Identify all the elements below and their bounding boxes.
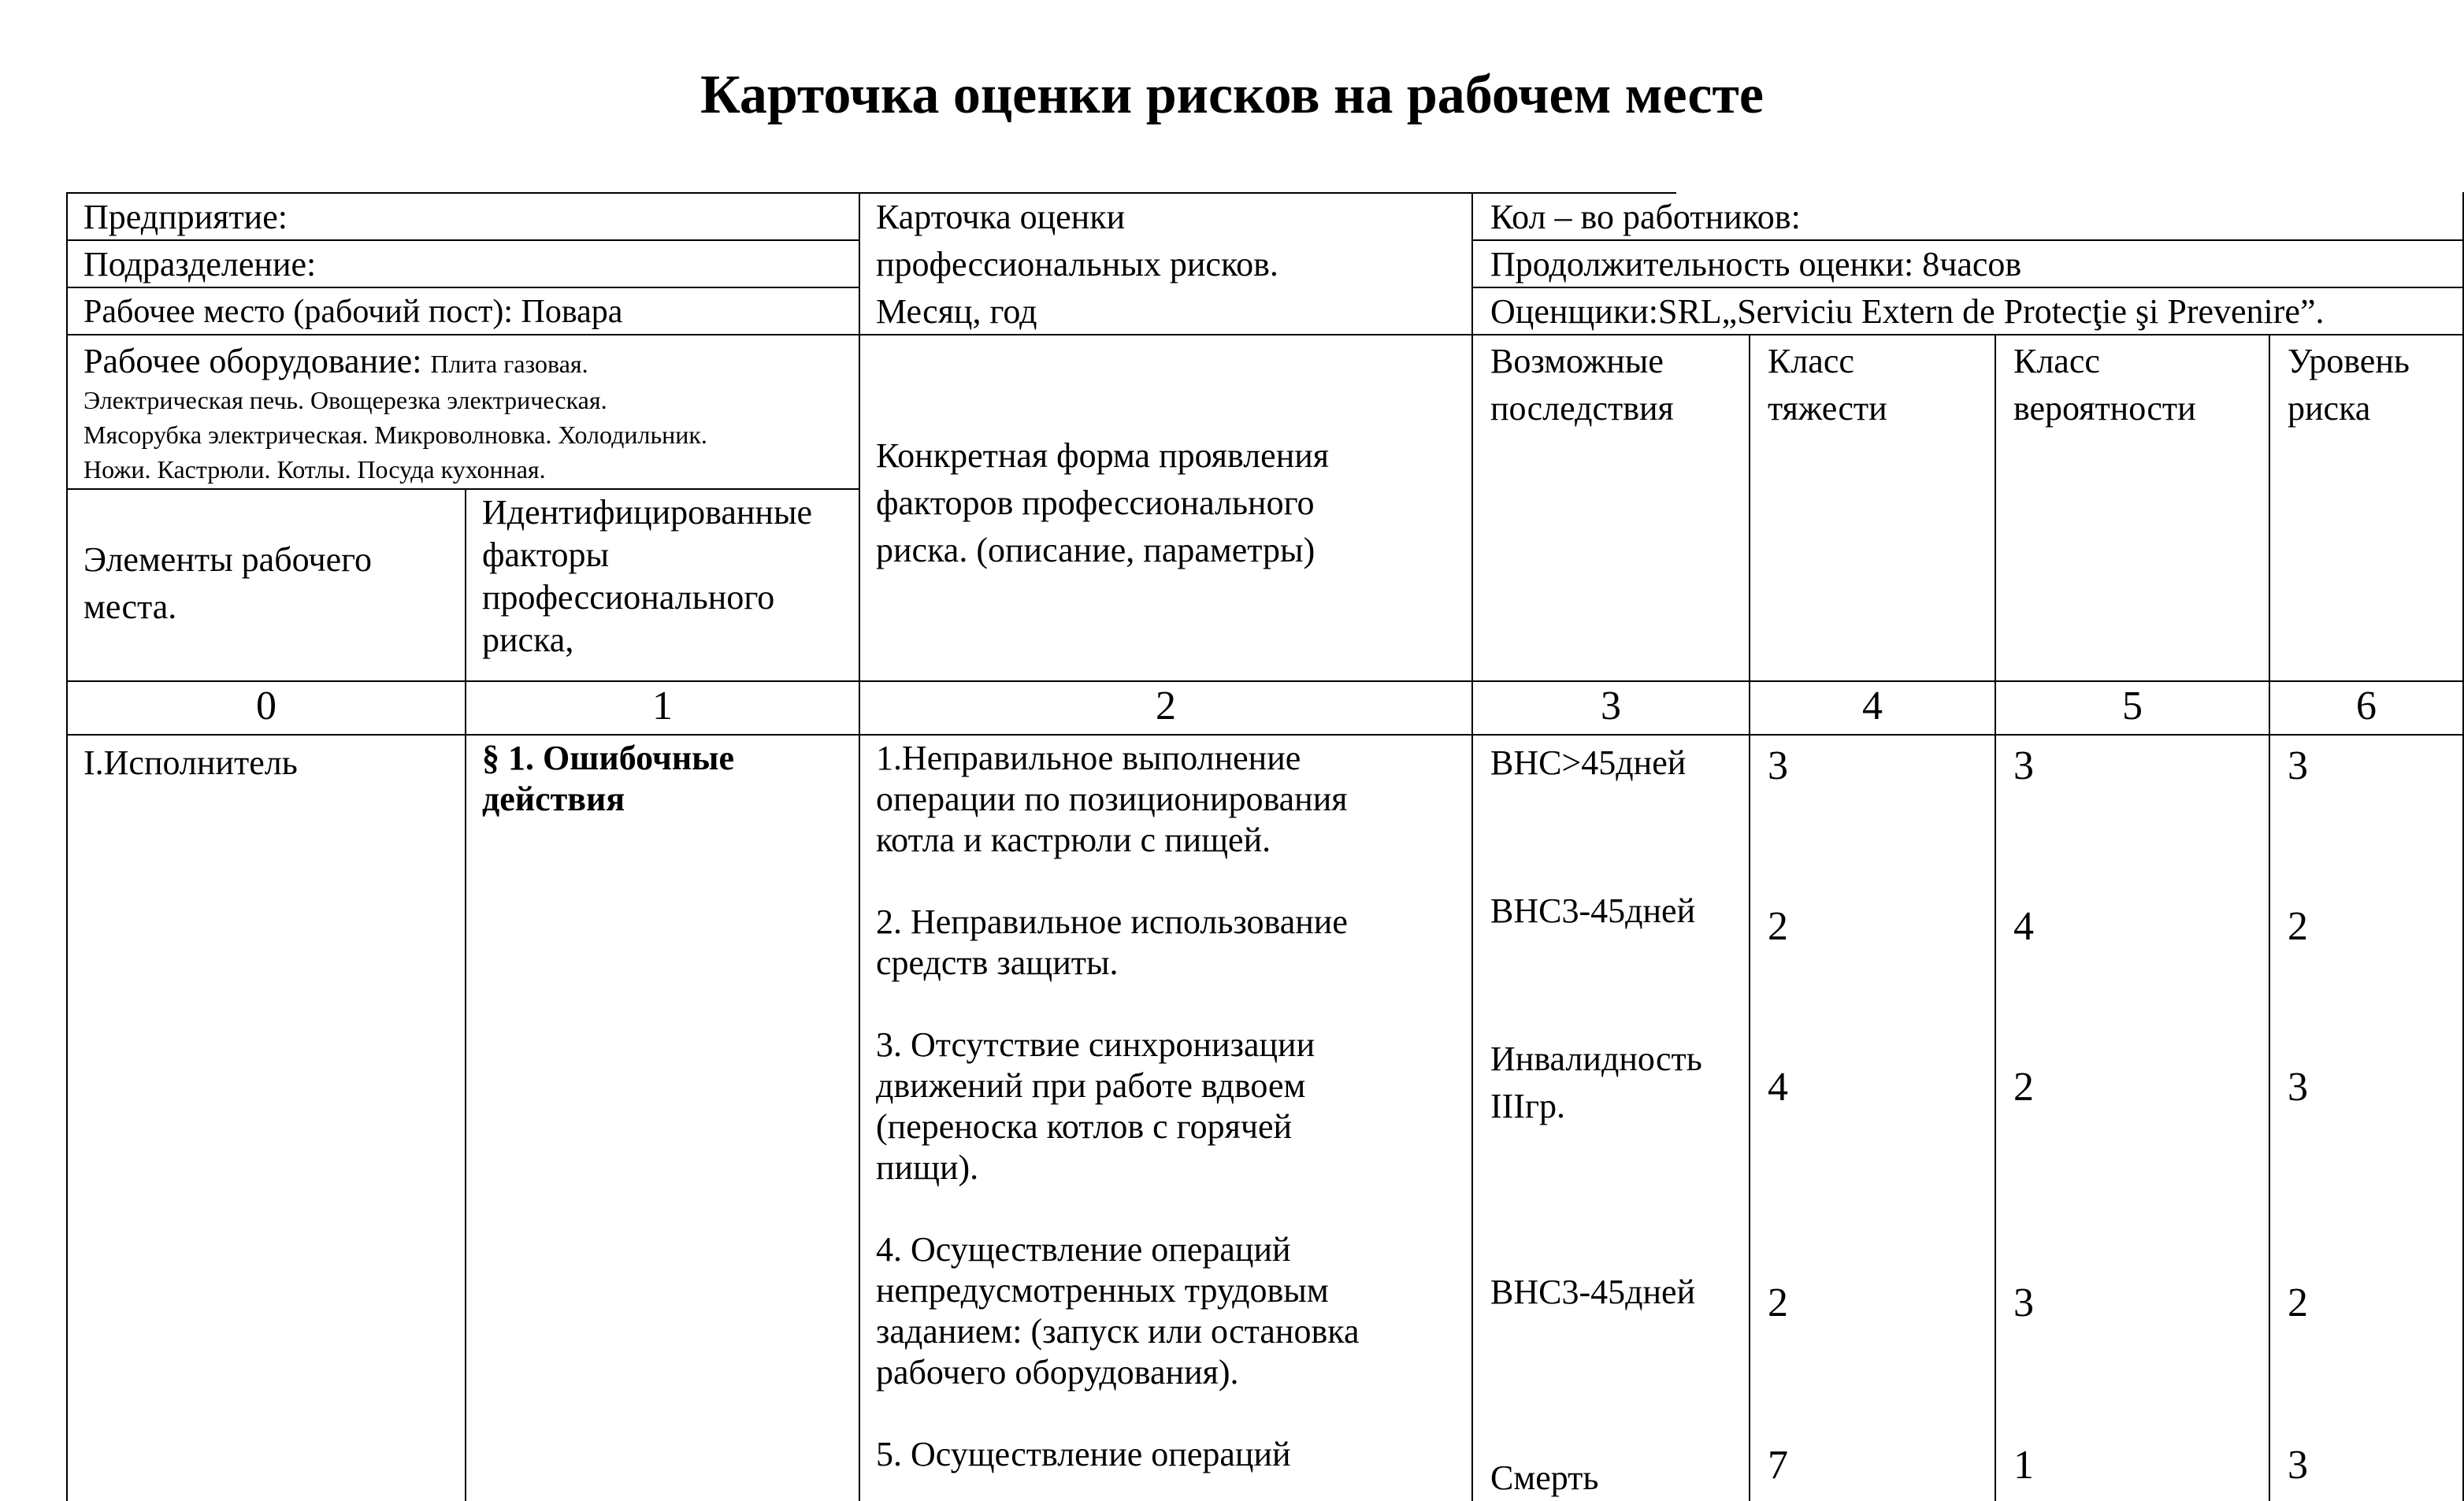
risk-description: операции по позиционирования: [876, 780, 1348, 818]
column-divider: [2269, 334, 2270, 1501]
equipment-heading: Рабочее оборудование:: [83, 342, 422, 380]
risk-description: пищи).: [876, 1148, 979, 1187]
factor-group-title: действия: [482, 780, 625, 818]
risk-description: 2. Неправильное использование: [876, 902, 1348, 941]
column-number: 2: [1156, 684, 1176, 728]
risk-description: (переноска котлов с горячей: [876, 1107, 1293, 1146]
card-title-line: Карточка оценки: [876, 198, 1126, 236]
column-number: 6: [2356, 684, 2377, 728]
subdivision-label: Подразделение:: [83, 245, 317, 284]
column-header-severity: тяжести: [1768, 389, 1887, 428]
column-divider: [859, 192, 860, 1501]
consequence-value: ВНС3-45дней: [1490, 891, 1696, 930]
column-divider: [465, 488, 466, 1501]
column-header-factors: риска,: [482, 621, 574, 659]
row-divider: [1473, 239, 2464, 241]
equipment-item: Ножи. Кастрюли. Котлы. Посуда кухонная.: [83, 455, 546, 484]
probability-value: 3: [2013, 743, 2034, 788]
column-header-risk: риска: [2288, 389, 2371, 428]
column-header-factors: факторы: [482, 536, 610, 574]
assessment-duration: Продолжительность оценки: 8часов: [1490, 245, 2022, 284]
risk-description: 4. Осуществление операций: [876, 1230, 1291, 1269]
risk-level-value: 2: [2288, 904, 2308, 949]
risk-description: движений при работе вдвоем: [876, 1066, 1306, 1105]
column-number: 0: [256, 684, 276, 728]
severity-value: 2: [1768, 904, 1788, 949]
column-number: 3: [1601, 684, 1621, 728]
numbers-bottom-border: [66, 734, 2464, 736]
consequence-value: ВНС>45дней: [1490, 743, 1687, 782]
risk-description: рабочего оборудования).: [876, 1353, 1239, 1392]
consequence-value: ВНС3-45дней: [1490, 1273, 1696, 1311]
risk-level-value: 3: [2288, 1443, 2308, 1488]
row-divider: [66, 334, 2464, 335]
severity-value: 2: [1768, 1280, 1788, 1325]
enterprise-label: Предприятие:: [83, 198, 288, 236]
risk-level-value: 3: [2288, 743, 2308, 788]
column-header-probability: вероятности: [2013, 389, 2196, 428]
column-header-risk: Уровень: [2288, 342, 2410, 380]
column-header-form: факторов профессионального: [876, 484, 1315, 522]
column-divider: [1471, 192, 1473, 1501]
card-title-line: профессиональных рисков.: [876, 245, 1278, 284]
column-header-form: риска. (описание, параметры): [876, 531, 1315, 569]
column-header-form: Конкретная форма проявления: [876, 436, 1330, 475]
factor-group-title: § 1. Ошибочные: [482, 739, 735, 777]
workplace-label: Рабочее место (рабочий пост): Повара: [83, 294, 623, 330]
risk-description: котла и кастрюли с пищей.: [876, 821, 1271, 859]
card-period-line: Месяц, год: [876, 292, 1037, 331]
equipment-item: Электрическая печь. Овощерезка электрическая.: [83, 386, 607, 414]
table-top-border: [66, 192, 1676, 194]
probability-value: 1: [2013, 1443, 2034, 1488]
risk-description: непредусмотренных трудовым: [876, 1271, 1329, 1310]
table-left-border: [66, 192, 68, 1501]
consequence-value: Инвалидность: [1490, 1040, 1702, 1078]
evaluators-label: Оценщики:SRL„Serviciu Extern de Protecţie şi Prevenire”.: [1490, 292, 2325, 331]
column-header-severity: Класс: [1768, 342, 1854, 380]
column-header-factors: Идентифицированные: [482, 493, 813, 532]
column-divider: [1995, 334, 1996, 1501]
probability-value: 4: [2013, 904, 2034, 949]
probability-value: 3: [2013, 1280, 2034, 1325]
column-number: 5: [2122, 684, 2143, 728]
column-number: 4: [1862, 684, 1883, 728]
risk-description: 5. Осуществление операций: [876, 1435, 1291, 1473]
risk-level-value: 2: [2288, 1280, 2308, 1325]
severity-value: 3: [1768, 743, 1788, 788]
equipment-item: Мясорубка электрическая. Микроволновка. Холодильник.: [83, 421, 707, 449]
severity-value: 7: [1768, 1443, 1788, 1488]
consequence-value: IIIгр.: [1490, 1087, 1566, 1125]
row-divider: [1473, 287, 2464, 288]
column-header-elements: Элементы рабочего: [83, 540, 373, 579]
row-divider: [66, 239, 860, 241]
probability-value: 2: [2013, 1065, 2034, 1110]
risk-description: 1.Неправильное выполнение: [876, 739, 1301, 777]
equipment-item: Плита газовая.: [430, 350, 588, 378]
column-header-consequences: последствия: [1490, 389, 1674, 428]
severity-value: 4: [1768, 1065, 1788, 1110]
column-header-probability: Класс: [2013, 342, 2100, 380]
column-number: 1: [652, 684, 673, 728]
equipment-label: [83, 340, 588, 385]
header-bottom-border: [66, 680, 2464, 682]
risk-description: 3. Отсутствие синхронизации: [876, 1025, 1315, 1064]
column-header-factors: профессионального: [482, 578, 775, 617]
column-divider: [1749, 334, 1750, 1501]
column-header-elements: места.: [83, 587, 177, 626]
risk-description: средств защиты.: [876, 943, 1119, 982]
risk-level-value: 3: [2288, 1065, 2308, 1110]
risk-description: заданием: (запуск или остановка: [876, 1312, 1360, 1351]
row-divider: [66, 287, 860, 288]
row-divider: [66, 488, 860, 490]
page-title: Карточка оценки рисков на рабочем месте: [700, 65, 1764, 125]
workplace-element: I.Исполнитель: [83, 743, 298, 782]
column-header-consequences: Возможные: [1490, 342, 1664, 380]
workers-count-label: Кол – во работников:: [1490, 198, 1801, 236]
consequence-value: Смерть: [1490, 1458, 1599, 1497]
